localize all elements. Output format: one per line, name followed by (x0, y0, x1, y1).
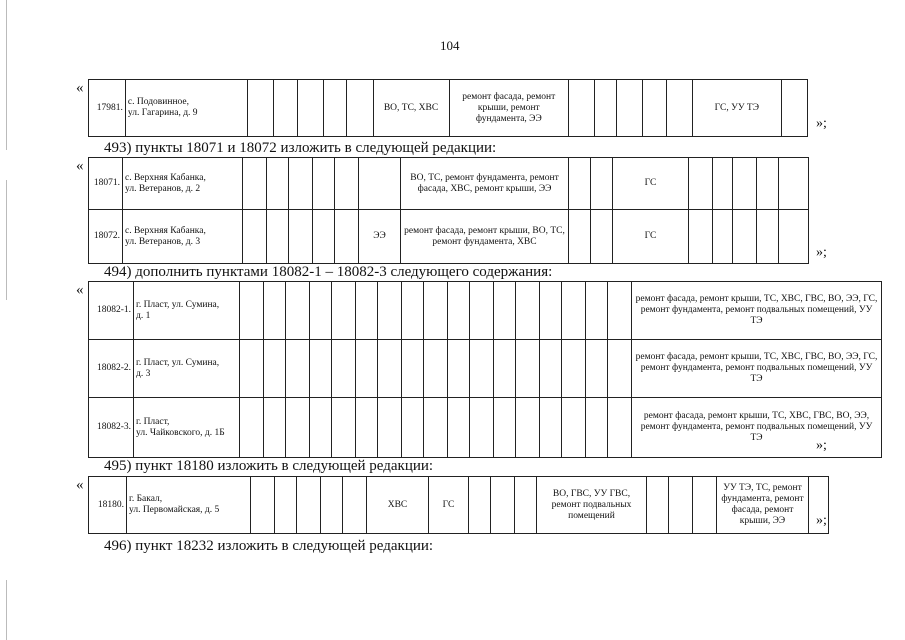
cell-works: ВО, ТС, ХВС (373, 80, 449, 137)
cell-works: ремонт фасада, ремонт крыши, ТС, ХВС, ГВС, ВО, ЭЭ, ГС, ремонт фундамента, ремонт подвальных помещений, УУ ТЭ (632, 282, 882, 340)
cell-ee: ЭЭ (359, 210, 401, 264)
close-quote: »; (816, 245, 827, 260)
table-row (89, 158, 809, 210)
table-18180 (88, 476, 829, 534)
cell-works: УУ ТЭ, ТС, ремонт фундамента, ремонт фасада, ремонт крыши, ЭЭ (717, 477, 809, 534)
cell-gs: ГС (613, 158, 689, 210)
row-number: 17981. (89, 80, 126, 137)
row-number: 18072. (89, 210, 123, 264)
row-number: 18082-2. (89, 340, 134, 398)
cell-hvs: ХВС (367, 477, 429, 534)
cell-works: ремонт фасада, ремонт крыши, ТС, ХВС, ГВС, ВО, ЭЭ, ГС, ремонт фундамента, ремонт подвальных помещений, УУ ТЭ (632, 340, 882, 398)
close-quote: »; (816, 116, 827, 131)
row-address: с. Подовинное, ул. Гагарина, д. 9 (125, 80, 247, 137)
cell-works: ремонт фасада, ремонт крыши, ТС, ХВС, ГВС, ВО, ЭЭ, ремонт фундамента, ремонт подвальных помещений, УУ ТЭ (632, 398, 882, 458)
row-address: г. Пласт, ул. Чайковского, д. 1Б (134, 398, 240, 458)
paragraph-496: 496) пункт 18232 изложить в следующей редакции: (104, 538, 434, 554)
paragraph-495: 495) пункт 18180 изложить в следующей редакции: (104, 458, 434, 474)
page-edge-line (6, 580, 7, 640)
row-address: г. Бакал, ул. Первомайская, д. 5 (127, 477, 251, 534)
table-row (89, 398, 882, 458)
row-number: 18180. (89, 477, 127, 534)
table-18082 (88, 281, 882, 458)
row-number: 18082-1. (89, 282, 134, 340)
row-address: г. Пласт, ул. Сумина, д. 1 (134, 282, 240, 340)
cell-works: ремонт фасада, ремонт крыши, ВО, ТС, ремонт фундамента, ХВС (401, 210, 569, 264)
row-address: с. Верхняя Кабанка, ул. Ветеранов, д. 3 (123, 210, 243, 264)
open-quote: « (76, 158, 84, 174)
row-number: 18071. (89, 158, 123, 210)
table-row (89, 210, 809, 264)
cell-works: ВО, ГВС, УУ ГВС, ремонт подвальных помещений (537, 477, 647, 534)
table-row (89, 282, 882, 340)
cell-works: ГС, УУ ТЭ (692, 80, 781, 137)
table-row (89, 340, 882, 398)
row-number: 18082-3. (89, 398, 134, 458)
table-18071-18072 (88, 157, 809, 264)
table-row (89, 80, 808, 137)
cell-gs: ГС (613, 210, 689, 264)
row-address: с. Верхняя Кабанка, ул. Ветеранов, д. 2 (123, 158, 243, 210)
row-address: г. Пласт, ул. Сумина, д. 3 (134, 340, 240, 398)
paragraph-493: 493) пункты 18071 и 18072 изложить в следующей редакции: (104, 140, 497, 156)
table-17981 (88, 79, 808, 137)
page-edge-line (6, 180, 7, 300)
close-quote: »; (816, 513, 827, 528)
close-quote: »; (816, 438, 827, 453)
open-quote: « (76, 477, 84, 493)
open-quote: « (76, 80, 84, 96)
cell-works: ремонт фасада, ремонт крыши, ремонт фундамента, ЭЭ (449, 80, 568, 137)
page-number: 104 (440, 38, 460, 53)
cell-works: ВО, ТС, ремонт фундамента, ремонт фасада, ХВС, ремонт крыши, ЭЭ (401, 158, 569, 210)
paragraph-494: 494) дополнить пунктами 18082-1 – 18082-3 следующего содержания: (104, 264, 553, 280)
table-row (89, 477, 829, 534)
cell-gs: ГС (429, 477, 469, 534)
page-edge-line (6, 0, 7, 150)
open-quote: « (76, 282, 84, 298)
